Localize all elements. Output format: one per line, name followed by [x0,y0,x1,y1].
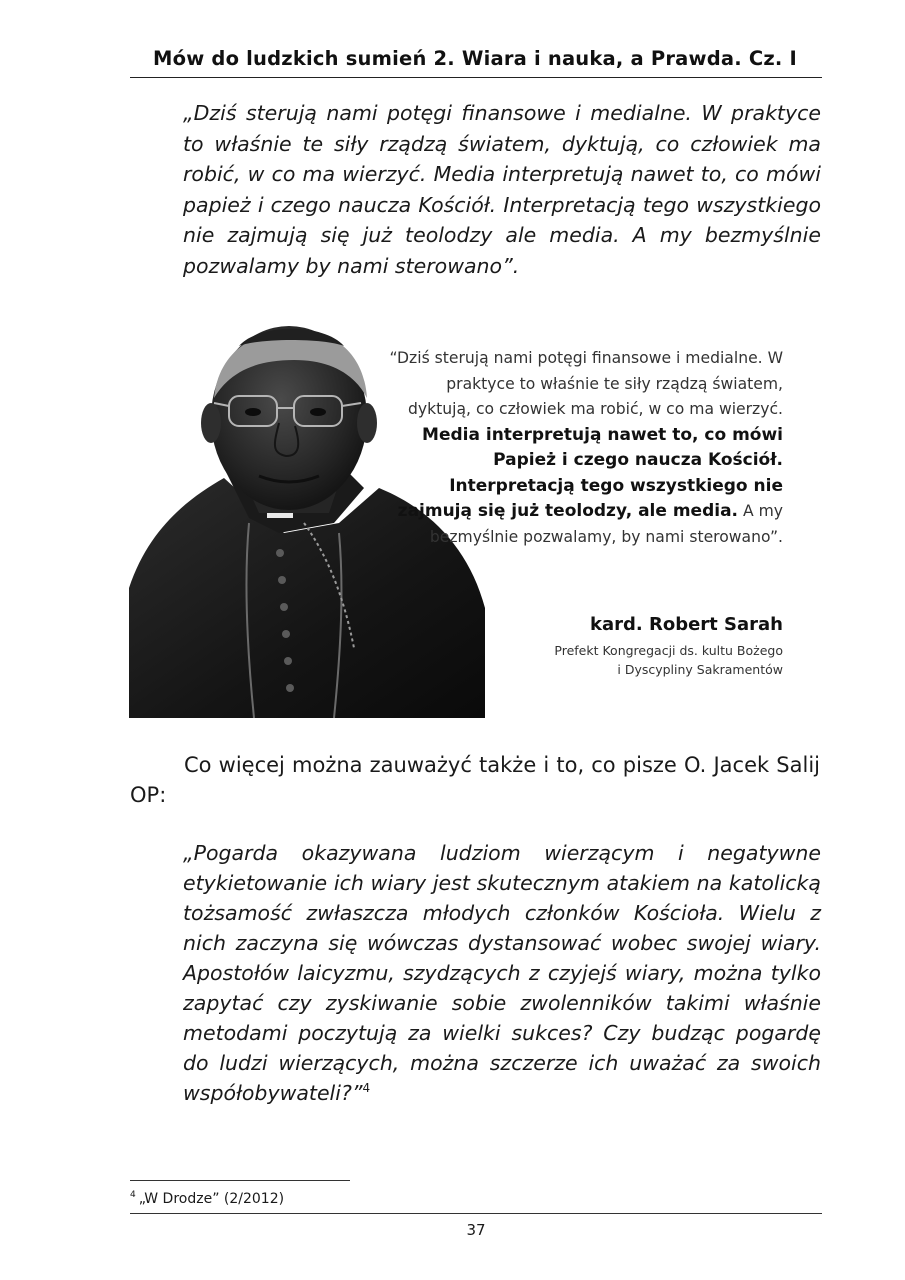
footnote-text: „W Drodze” (2/2012) [138,1191,285,1207]
figure-quote-bold: Media interpretują nawet to, co mówi Papież i czego naucza Kościół. Interpretacją tego wszystkiego nie zajmują się już teolodzy, ale media. [397,424,783,521]
body-paragraph: Co więcej można zauważyć także i to, co pisze O. Jacek Salij OP: [130,753,820,807]
figure-quote [385,346,783,550]
figure-author-role [480,641,783,679]
opening-quote: „Dziś sterują nami potęgi finansowe i medialne. W praktyce to właśnie te siły rządzą światem, dyktują, co człowiek ma robić, w co ma wierzyć. Media interpretują nawet to, co mówi papież i czego naucza Kościół. Interpretacją tego wszystkiego nie zajmują się już teolodzy ale media. A my bezmyślnie pozwalamy by nami sterowano”. [183,101,821,278]
figure-quote-part2: A my bezmyślnie pozwalamy, by nami sterowano”. [429,502,783,546]
salij-quote-text: „Pogarda okazywana ludziom wierzącym i negatywne etykietowanie ich wiary jest skutecznym atakiem na katolicką tożsamość zwłaszcza młodych członków Kościoła. Wielu z nich zaczyna się wówczas dystansować wobec swojej wiary. Apostołów laicyzmu, szydzących z czyjejś wiary, można tylko zapytać czy zyskiwanie sobie zwolenników takimi właśnie metodami poczytują za wielki sukces? Czy budząc pogardę do ludzi wierzących, można szczerze ich uważać za swoich współobywateli?” [183,841,821,1105]
footnote-marker: 4 [130,1190,136,1200]
footnote-reference[interactable]: 4 [362,1081,371,1095]
running-header: Mów do ludzkich sumień 2. Wiara i nauka, a Prawda. Cz. I [153,47,797,70]
footnote-rule [130,1180,350,1181]
footnote [130,1191,284,1207]
figure-quote-part1: “Dziś sterują nami potęgi finansowe i medialne. W praktyce to właśnie te siły rządzą światem, dyktują, co człowiek ma robić, w co ma wierzyć. [389,349,783,418]
salij-quote [183,838,821,1108]
author-role-line1: Prefekt Kongregacji ds. kultu Bożego [554,643,783,658]
page-number: 37 [466,1221,486,1239]
author-role-line2: i Dyscypliny Sakramentów [617,662,783,677]
figure-author: kard. Robert Sarah [590,614,783,635]
footer-rule [130,1213,822,1214]
header-rule [130,77,822,78]
